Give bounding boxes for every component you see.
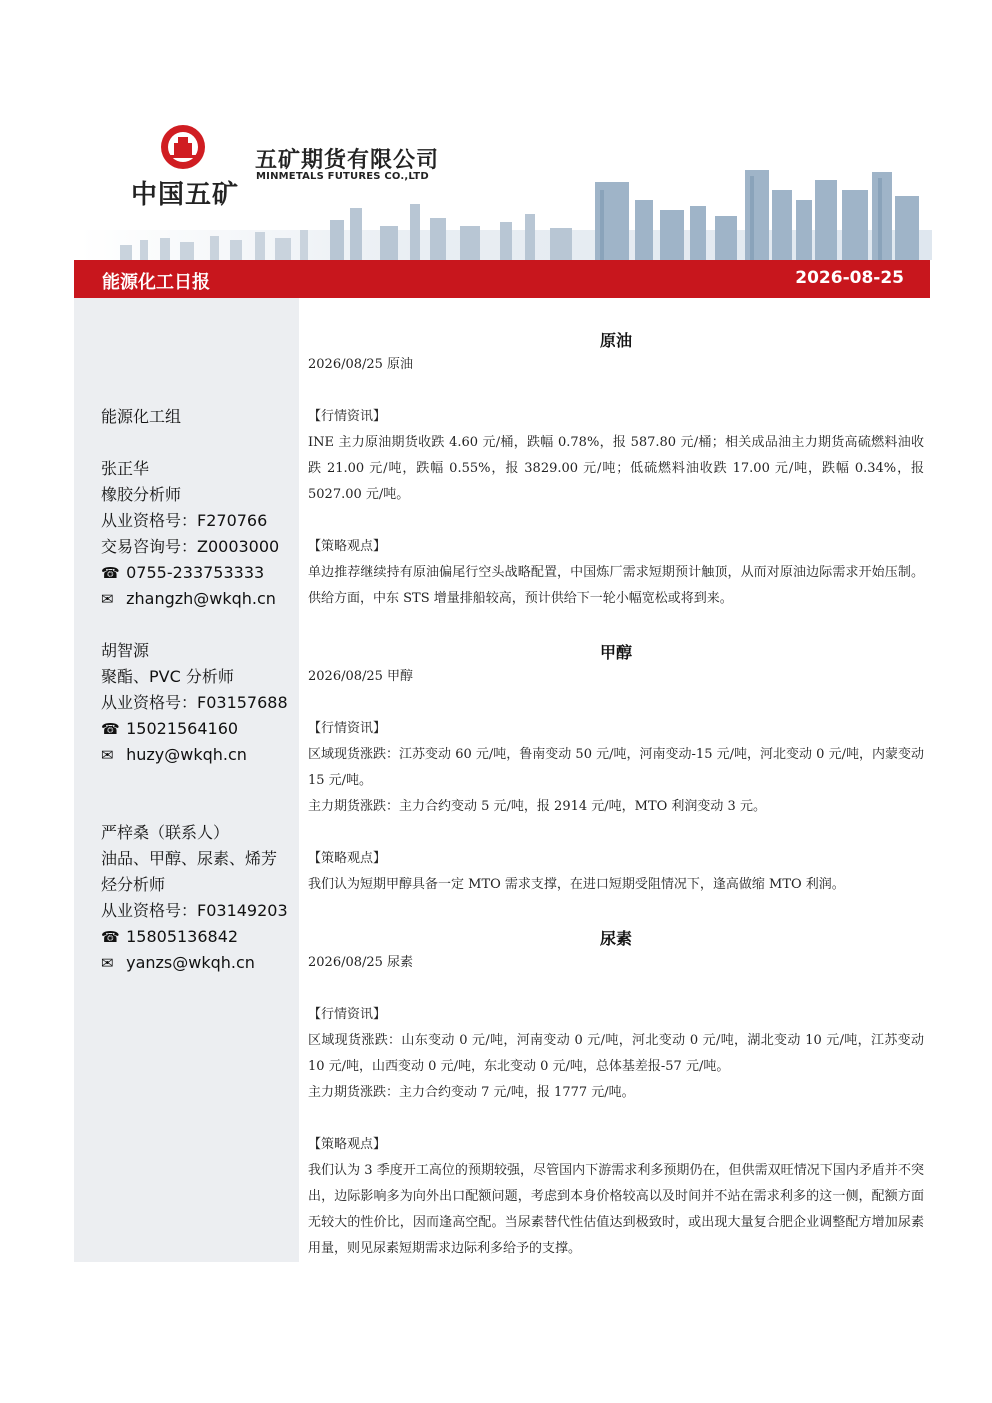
view-heading: 【策略观点】	[308, 851, 387, 866]
envelope-icon: ✉	[101, 954, 114, 972]
analyst-phone	[101, 716, 238, 742]
company-name-cn: 五矿期货有限公司	[255, 148, 440, 173]
phone-icon: ☎	[101, 564, 120, 582]
report-title-bar	[74, 260, 930, 298]
email-address[interactable]: yanzs@wkqh.cn	[126, 953, 255, 972]
envelope-icon: ✉	[101, 746, 114, 764]
minmetals-emblem-icon	[160, 124, 206, 170]
phone-number: 15805136842	[126, 927, 239, 946]
info-heading: 【行情资讯】	[308, 409, 387, 424]
email-address[interactable]: huzy@wkqh.cn	[126, 745, 247, 764]
analyst-name: 严梓桑（联系人）	[101, 823, 230, 842]
phone-icon: ☎	[101, 928, 120, 946]
info-heading: 【行情资讯】	[308, 1007, 387, 1022]
section-title-methanol: 甲醇	[599, 643, 632, 662]
analyst-cert: 从业资格号：F270766	[101, 511, 268, 530]
section-title-crude: 原油	[599, 331, 632, 350]
company-name-en: MINMETALS FUTURES CO.,LTD	[256, 171, 429, 182]
section-date: 2026/08/25 尿素	[308, 955, 414, 970]
info-paragraph: 主力期货涨跌：主力合约变动 7 元/吨，报 1777 元/吨。	[308, 1085, 635, 1100]
report-date: 2026-08-25	[795, 268, 904, 288]
analyst-phone	[101, 924, 238, 950]
analyst-role-cont: 烃分析师	[101, 875, 166, 894]
analyst-role: 油品、甲醇、尿素、烯芳	[101, 849, 278, 868]
analyst-name: 张正华	[101, 459, 150, 478]
analyst-consult: 交易咨询号：Z0003000	[101, 537, 280, 556]
view-heading: 【策略观点】	[308, 539, 387, 554]
email-address[interactable]: zhangzh@wkqh.cn	[126, 589, 276, 608]
info-heading: 【行情资讯】	[308, 721, 387, 736]
analyst-email[interactable]	[101, 586, 276, 612]
info-paragraph: INE 主力原油期货收跌 4.60 元/桶，跌幅 0.78%，报 587.80 元/桶；相关成品油主力期货高硫燃料油收跌 21.00 元/吨，跌幅 0.55%，报 3829.00 元/吨；低硫燃料油收跌 17.00 元/吨，跌幅 0.34%，报 5027.00 元/吨。	[308, 435, 924, 502]
analyst-email[interactable]	[101, 950, 255, 976]
info-paragraph: 主力期货涨跌：主力合约变动 5 元/吨，报 2914 元/吨，MTO 利润变动 3 元。	[308, 799, 766, 814]
view-heading: 【策略观点】	[308, 1137, 387, 1152]
phone-number: 0755-233753333	[126, 563, 265, 582]
analyst-cert: 从业资格号：F03149203	[101, 901, 288, 920]
analyst-cert: 从业资格号：F03157688	[101, 693, 288, 712]
analyst-name: 胡智源	[101, 641, 150, 660]
section-title-urea: 尿素	[599, 929, 632, 948]
analyst-role: 聚酯、PVC 分析师	[101, 667, 234, 686]
analyst-sidebar	[74, 298, 299, 1262]
analyst-phone	[101, 560, 264, 586]
view-paragraph: 我们认为短期甲醇具备一定 MTO 需求支撑，在进口短期受阻情况下，逢高做缩 MTO 利润。	[308, 877, 845, 892]
phone-icon: ☎	[101, 720, 120, 738]
info-paragraph: 区域现货涨跌：山东变动 0 元/吨，河南变动 0 元/吨，河北变动 0 元/吨，湖北变动 10 元/吨，江苏变动 10 元/吨，山西变动 0 元/吨，东北变动 0 元/吨，总体基差报-57 元/吨。	[308, 1033, 924, 1074]
analyst-email[interactable]	[101, 742, 247, 768]
section-date: 2026/08/25 原油	[308, 357, 414, 372]
section-date: 2026/08/25 甲醇	[308, 669, 414, 684]
info-paragraph: 区域现货涨跌：江苏变动 60 元/吨，鲁南变动 50 元/吨，河南变动-15 元/吨，河北变动 0 元/吨，内蒙变动 15 元/吨。	[308, 747, 924, 788]
report-title: 能源化工日报	[102, 272, 210, 293]
view-paragraph: 单边推荐继续持有原油偏尾行空头战略配置，中国炼厂需求短期预计触顶，从而对原油边际需求开始压制。供给方面，中东 STS 增量排船较高，预计供给下一轮小幅宽松或将到来。	[308, 565, 924, 606]
phone-number: 15021564160	[126, 719, 239, 738]
group-name: 能源化工组	[101, 407, 182, 426]
envelope-icon: ✉	[101, 590, 114, 608]
report-header	[0, 0, 992, 262]
analyst-role: 橡胶分析师	[101, 485, 182, 504]
logo-text: 中国五矿	[131, 180, 240, 210]
view-paragraph: 我们认为 3 季度开工高位的预期较强，尽管国内下游需求利多预期仍在，但供需双旺情况下国内矛盾并不突出，边际影响多为向外出口配额问题，考虑到本身价格较高以及时间并不站在需求利多的这一侧，配额方面无较大的性价比，因而逢高空配。当尿素替代性估值达到极致时，或出现大量复合肥企业调整配方增加尿素用量，则见尿素短期需求边际利多给予的支撑。	[308, 1163, 924, 1256]
